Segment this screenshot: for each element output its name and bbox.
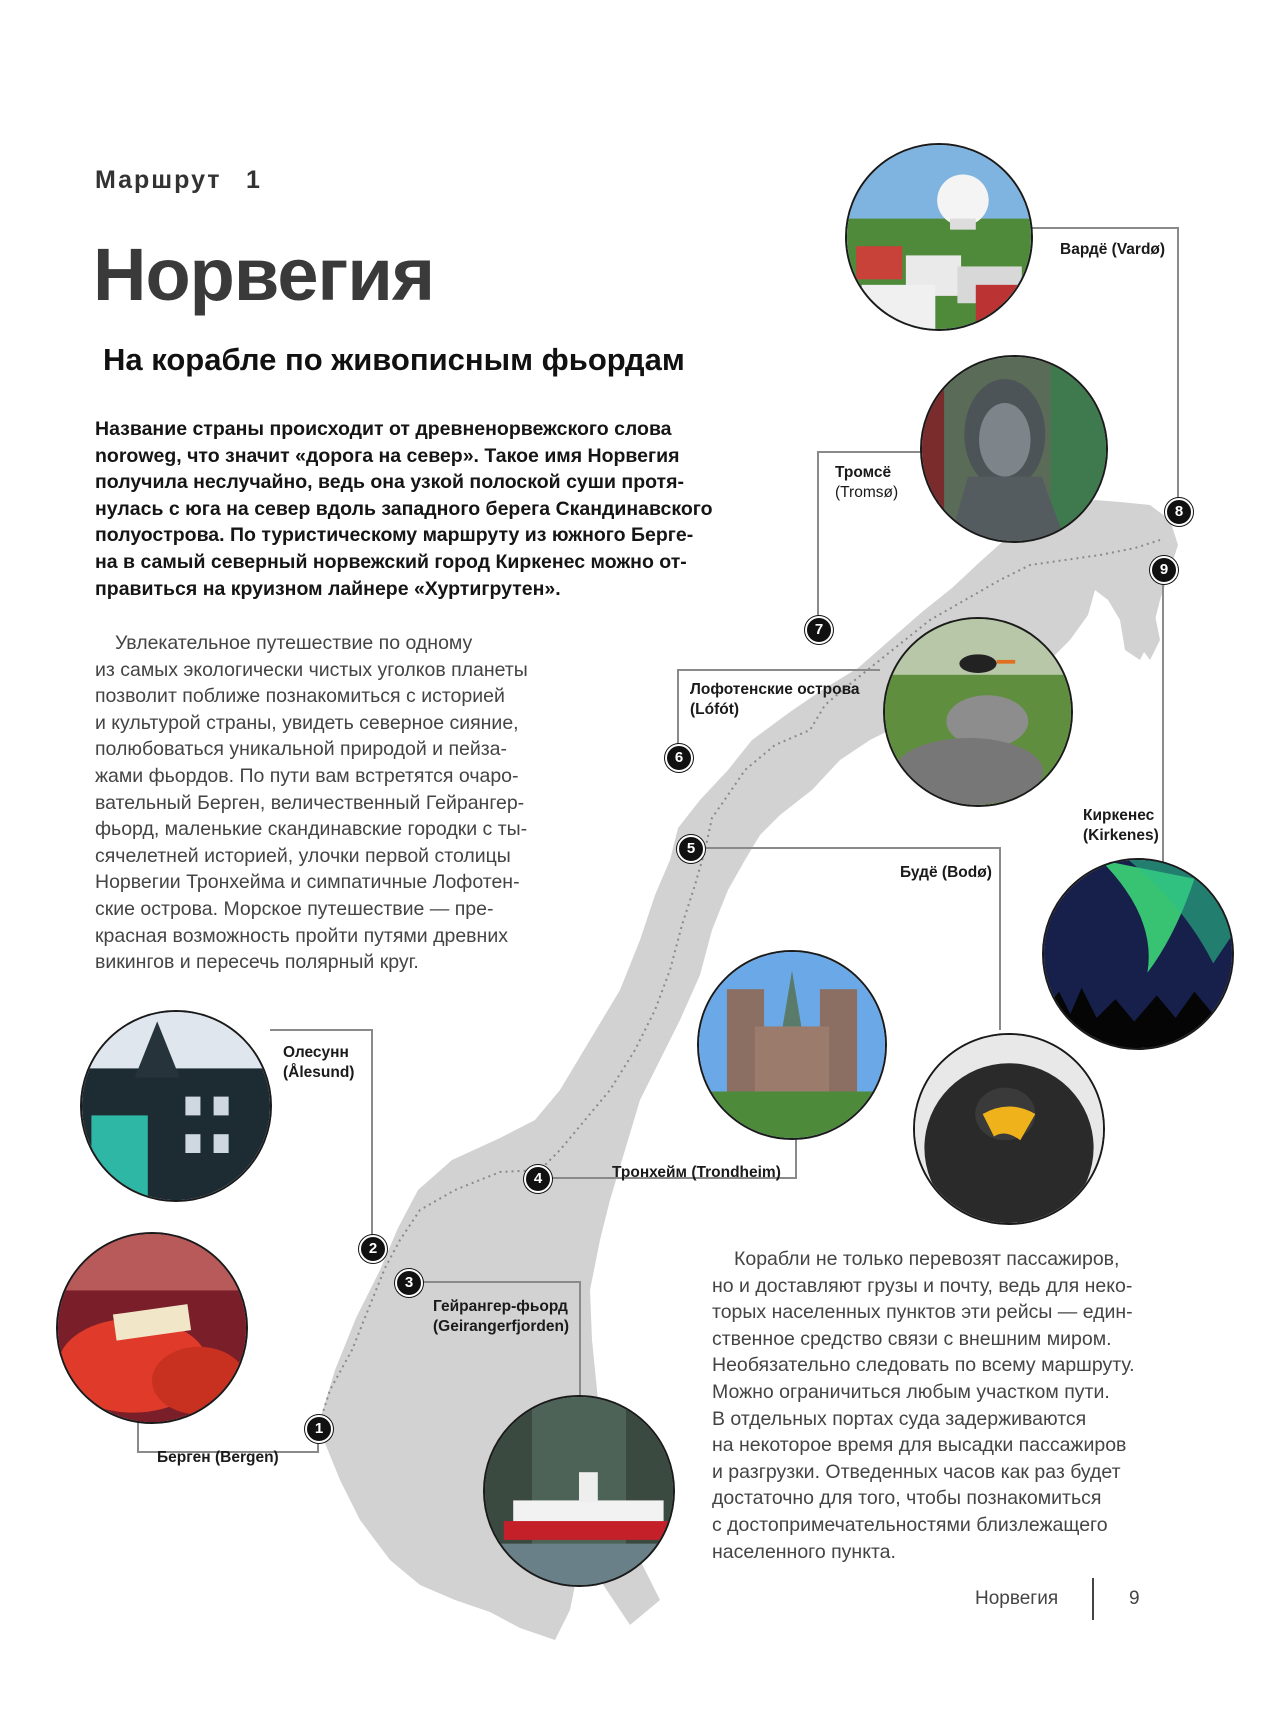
marker-1: 1	[305, 1415, 333, 1443]
label-vardo	[1060, 240, 1165, 260]
lead-line: получила неслучайно, ведь она узкой полоской суши протя-	[95, 471, 684, 494]
route-label: Маршрут	[95, 166, 222, 194]
body-line: Необязательно следовать по всему маршруту.	[712, 1354, 1135, 1377]
town-house-photo	[80, 1010, 272, 1202]
label-trondheim	[612, 1163, 781, 1183]
route-number: 1	[246, 166, 260, 194]
place-label-line: Киркенес	[1083, 807, 1155, 824]
body-line: Корабли не только перевозят пассажиров,	[734, 1248, 1120, 1270]
place-label-line: (Tromsø)	[835, 484, 899, 501]
lead-line: Название страны происходит от древненорвежского слова	[95, 418, 672, 440]
northern-lights-photo	[1042, 858, 1234, 1050]
place-label-line: Олесунн	[283, 1044, 349, 1061]
label-kirkenes	[1083, 806, 1159, 846]
marker-8: 8	[1165, 498, 1193, 526]
page-number: 9	[1129, 1588, 1140, 1609]
body-line: вательный Берген, величественный Гейрангер-	[95, 791, 525, 814]
lead-line: noroweg, что значит «дорога на север». Такое имя Норвегия	[95, 444, 680, 467]
footer-section-name: Норвегия	[975, 1588, 1059, 1609]
footer-divider	[1092, 1578, 1094, 1620]
body-paragraph-2	[712, 1246, 1192, 1565]
body-line: достаточно для того, чтобы познакомиться	[712, 1487, 1102, 1510]
radar-dome-photo	[845, 143, 1033, 331]
cruise-ship-photo	[483, 1395, 675, 1587]
body-line: и разгрузки. Отведенных часов как раз будет	[712, 1460, 1121, 1483]
place-label-line: Тронхейм (Trondheim)	[612, 1164, 781, 1181]
label-tromso	[835, 463, 898, 503]
marker-5: 5	[677, 835, 705, 863]
body-line: Можно ограничиться любым участком пути.	[712, 1380, 1110, 1403]
body-line: жами фьордов. По пути вам встретятся очаро-	[95, 764, 519, 787]
place-label-line: Вардё (Vardø)	[1060, 241, 1166, 258]
body-line: В отдельных портах суда задерживаются	[712, 1407, 1087, 1430]
body-line: Норвегии Тронхейма и симпатичные Лофотен-	[95, 871, 520, 894]
body-paragraph-1	[95, 630, 555, 976]
body-line: и культурой страны, увидеть северное сияние,	[95, 711, 519, 734]
marker-2: 2	[359, 1235, 387, 1263]
body-line: населенного пункта.	[712, 1540, 896, 1563]
cathedral-photo	[697, 950, 887, 1140]
lead-line: правиться на круизном лайнере «Хуртигрутен».	[95, 577, 561, 600]
marker-7: 7	[805, 616, 833, 644]
body-line: на некоторое время для высадки пассажиров	[712, 1434, 1127, 1457]
body-line: ские острова. Морское путешествие — пре-	[95, 897, 494, 920]
oystercatcher-photo	[883, 617, 1073, 807]
body-line: торых населенных пунктов эти рейсы — един-	[712, 1301, 1133, 1324]
place-label-line: (Ålesund)	[283, 1064, 355, 1081]
place-label-line: Лофотенские острова	[690, 681, 860, 698]
place-label-line: Берген (Bergen)	[157, 1449, 279, 1466]
page-title: Норвегия	[93, 233, 435, 316]
body-line: позволит поближе познакомиться с историей	[95, 685, 505, 708]
place-label-line: (Lófót)	[690, 701, 740, 718]
label-bodo	[900, 863, 992, 883]
statue-photo	[920, 355, 1108, 543]
place-label-line: Тромсё	[835, 464, 892, 481]
body-line: красная возможность пройти путями древних	[95, 924, 508, 947]
marker-4: 4	[524, 1165, 552, 1193]
lead-line: полуострова. По туристическому маршруту из южного Берге-	[95, 524, 694, 547]
place-label-line: (Geirangerfjorden)	[433, 1318, 570, 1335]
marker-9: 9	[1150, 556, 1178, 584]
lead-line: нулась с юга на север вдоль западного берега Скандинавского	[95, 497, 713, 520]
body-line: полюбоваться уникальной природой и пейза-	[95, 738, 508, 761]
eagle-photo	[913, 1033, 1105, 1225]
label-alesund	[283, 1043, 354, 1083]
body-line: с достопримечательностями близлежащего	[712, 1513, 1108, 1536]
fish-market-photo	[56, 1232, 248, 1424]
place-label-line: Будё (Bodø)	[900, 864, 992, 881]
body-line: Увлекательное путешествие по одному	[115, 632, 473, 654]
lead-line: на в самый северный норвежский город Киркенес можно от-	[95, 550, 687, 573]
body-line: но и доставляют грузы и почту, ведь для неко-	[712, 1274, 1133, 1297]
label-geiranger	[433, 1297, 569, 1337]
body-line: фьорд, маленькие скандинавские городки с ты-	[95, 818, 528, 841]
marker-6: 6	[665, 744, 693, 772]
place-label-line: (Kirkenes)	[1083, 827, 1159, 844]
body-line: ственное средство связи с внешним миром.	[712, 1327, 1112, 1350]
body-line: викингов и пересечь полярный круг.	[95, 951, 419, 974]
lead-paragraph	[95, 416, 745, 602]
body-line: из самых экологически чистых уголков планеты	[95, 658, 528, 681]
body-line: сячелетней историей, улочки первой столицы	[95, 844, 511, 867]
page-subtitle: На корабле по живописным фьордам	[103, 342, 685, 377]
label-lofoten	[690, 680, 860, 720]
label-bergen	[157, 1448, 279, 1468]
place-label-line: Гейрангер-фьорд	[433, 1298, 568, 1315]
marker-3: 3	[395, 1269, 423, 1297]
